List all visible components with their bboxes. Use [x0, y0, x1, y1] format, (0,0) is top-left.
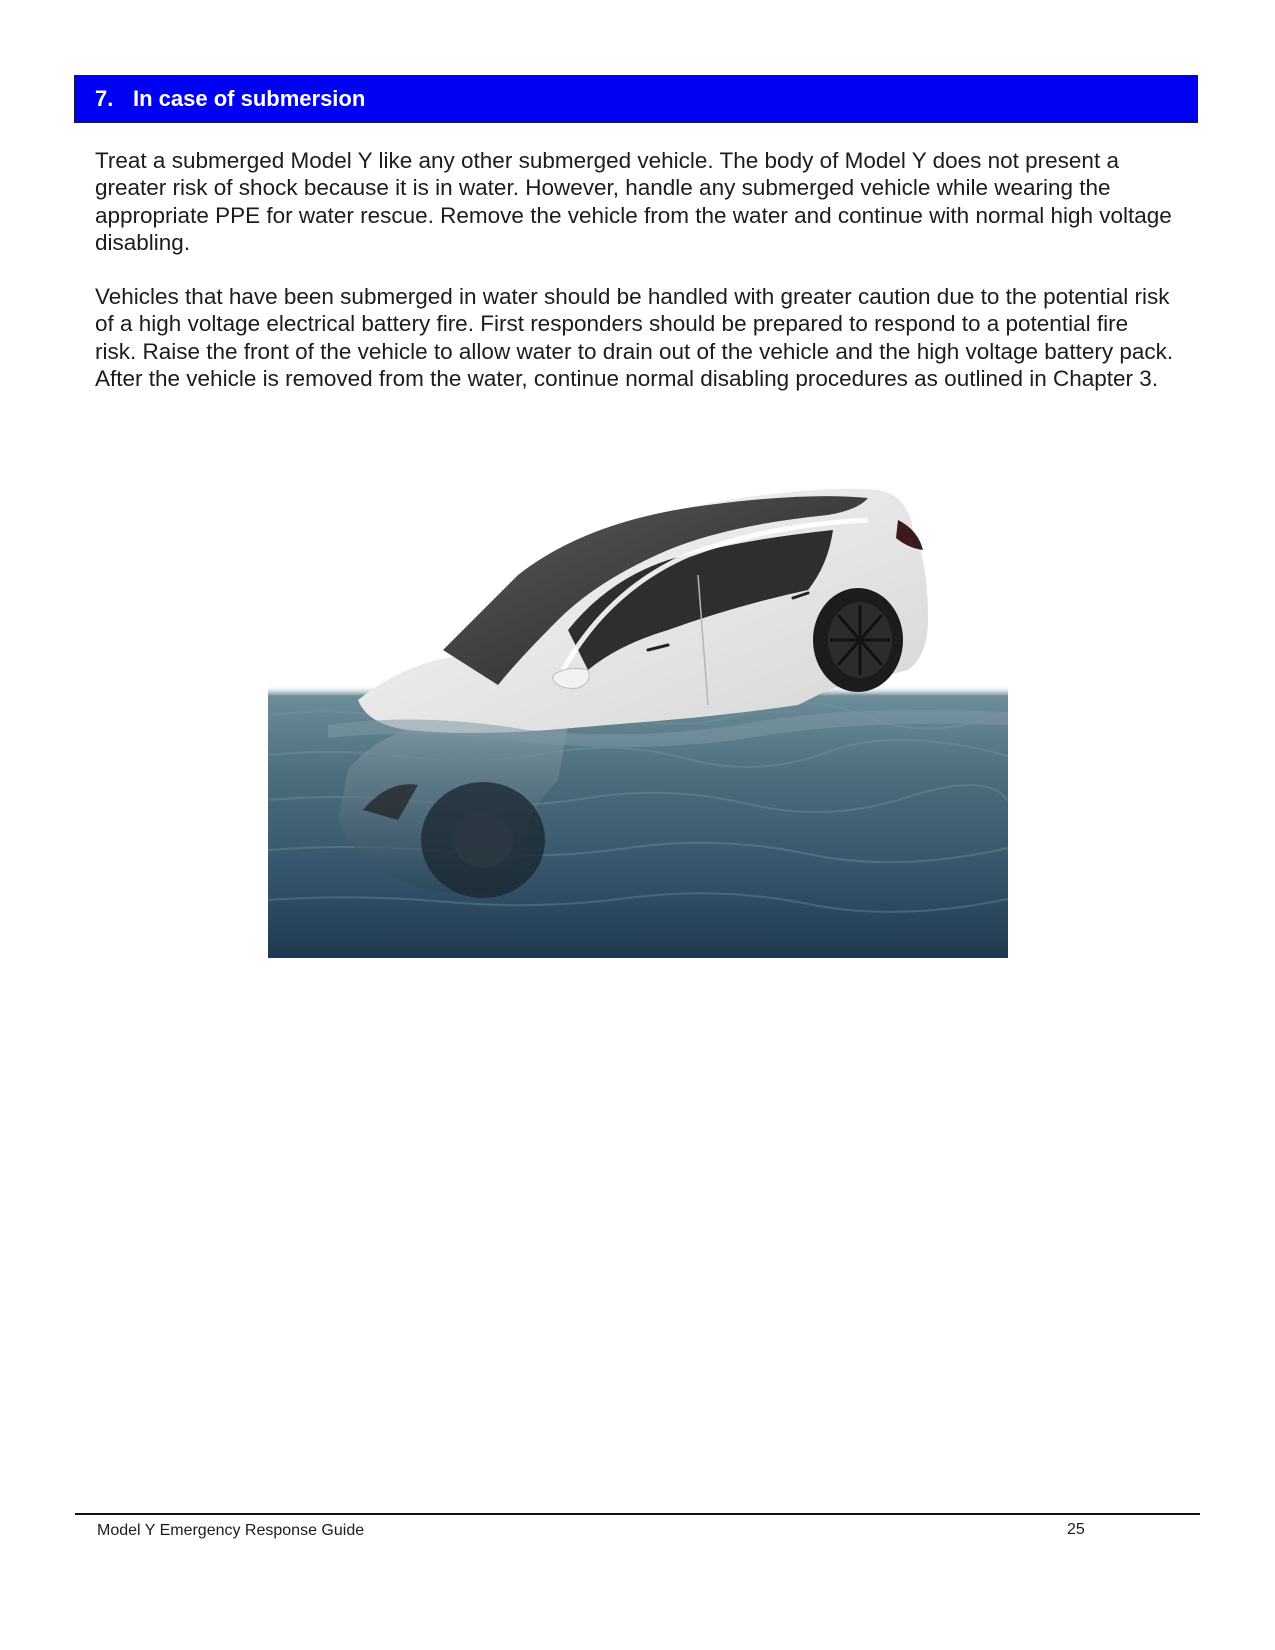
body-paragraph-1: Treat a submerged Model Y like any other submerged vehicle. The body of Model Y does not present a greater risk of shock because it is in water. However, handle any submerged vehicle while wearing the appropriate PPE for water rescue. Remove the vehicle from the water and continue with normal high voltage disabling.: [95, 148, 1172, 255]
body-paragraph-2: Vehicles that have been submerged in water should be handled with greater caution due to the potential risk of a high voltage electrical battery fire. First responders should be prepared to respond to a potential fire risk. Raise the front of the vehicle to allow water to drain out of the vehicle and the high voltage battery pack. After the vehicle is removed from the water, continue normal disabling procedures as outlined in Chapter 3.: [95, 284, 1174, 391]
footer-document-title: Model Y Emergency Response Guide: [97, 1522, 365, 1539]
section-number: 7.: [95, 86, 114, 111]
section-title: In case of submersion: [133, 86, 366, 111]
footer-divider: [75, 1513, 1200, 1515]
footer-page-number: 25: [1067, 1521, 1085, 1538]
submerged-vehicle-figure: [268, 480, 1008, 958]
section-header: [74, 75, 1198, 123]
submerged-car-illustration: [268, 480, 1008, 958]
